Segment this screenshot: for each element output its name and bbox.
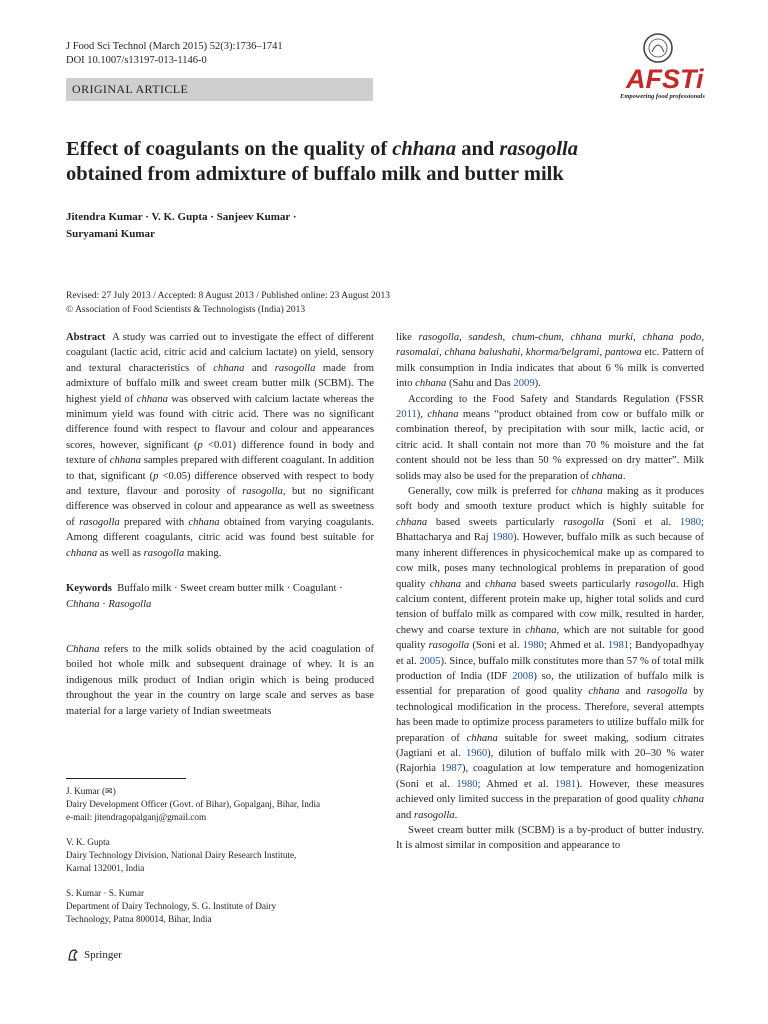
title-part: obtained from admixture of buffalo milk and butter milk — [66, 163, 564, 185]
journal-header — [66, 40, 283, 68]
abstract: Abstract A study was carried out to investigate the effect of different coagulant (lactic acid, citric acid and calcium lactate) on yield, sensory and textural characteristics of chhana and rasogolla made from admixture of buffalo milk and sweet cream butter milk (SCBM). The highest yield of chhana was observed with calcium lactate whereas the minimum yield was found with citric acid. There was no significant difference found with respect to flavour and colour and appearances scores, however, significant (p <0.01) difference found in body and texture of chhana samples prepared with different coagulant. In addition to that, significant (p <0.05) difference observed with respect to body and texture, flavour and porosity of rasogolla, but no significant difference was observed in colour and appearance as well as sweetness of rasogolla prepared with chhana obtained from varying coagulants. Among different coagulants, citric acid was found best suitable for chhana as well as rasogolla making. — [66, 332, 375, 559]
history-dates: Revised: 27 July 2013 / Accepted: 8 August 2013 / Published online: 23 August 2013 — [66, 291, 391, 301]
title-italic: rasogolla — [499, 138, 579, 160]
logo-text: AFSTi — [626, 64, 704, 92]
footnote-author-2: V. K. Gupta Dairy Technology Division, National Dairy Research Institute, Karnal 132001, India — [66, 837, 297, 873]
body-paragraph: Sweet cream butter milk (SCBM) is a by-product of butter industry. It is almost similar in composition and appearance to — [396, 825, 704, 852]
springer-horse-icon — [66, 948, 80, 962]
abstract-heading: Abstract — [66, 332, 106, 343]
title-part: and — [456, 138, 500, 160]
article-title — [66, 137, 706, 187]
right-column — [396, 330, 704, 854]
afsti-logo — [612, 30, 708, 110]
doi: DOI 10.1007/s13197-013-1146-0 — [66, 55, 207, 66]
publication-history — [66, 289, 390, 317]
body-paragraph: Generally, cow milk is preferred for chhana making as it produces soft body and smooth texture product which is highly suitable for chhana based sweets particularly rasogolla (Soni et al. 1980; Bhattacharya and Raj 1980). However, buffalo milk as such because of many inherent differences in physicochemical make up as compared to cow milk, poses many technological problems in preparation of good quality chhana and chhana based sweets particularly rasogolla. High calcium content, different protein make up, higher total solids and curd tension of buffalo milk as compared with cow milk, resulted in harder, chewy and coarse texture in chhana, which are not suitable for good quality rasogolla (Soni et al. 1980; Ahmed et al. 1981; Bandyopadhyay et al. 2005). Since, buffalo milk constitutes more than 57 % of total milk production of India (IDF 2008) so, the utilization of buffalo milk is essential for preparation of good quality chhana and rasogolla by technological modification in the process. Therefore, several attempts has been made to optimize process parameters to utilize buffalo milk for preparation of chhana suitable for sweet making, sodium citrates (Jagtiani et al. 1960), dilution of buffalo milk with 20–30 % water (Rajorhia 1987), coagulation at low temperature and homogenization (Soni et al. 1980; Ahmed et al. 1981). However, these measures achieved only limited success in the preparation of good quality chhana and rasogolla. — [396, 486, 705, 821]
footnote-author-1: J. Kumar (✉) Dairy Development Officer (Govt. of Bihar), Gopalganj, Bihar, India e-mail: jitendragopalganj@gmail.com — [66, 786, 321, 822]
title-italic: chhana — [392, 138, 457, 160]
copyright: © Association of Food Scientists & Technologists (India) 2013 — [66, 305, 306, 315]
keywords-heading: Keywords — [66, 583, 112, 595]
footnote-rule — [66, 778, 186, 779]
title-part: Effect of coagulants on the quality of — [66, 138, 393, 160]
author-list — [66, 209, 297, 243]
keywords: Keywords Buffalo milk · Sweet cream butter milk · Coagulant · Chhana · Rasogolla — [66, 583, 343, 610]
afsti-emblem-icon — [612, 30, 708, 92]
body-paragraph: like rasogolla, sandesh, chum-chum, chhana murki, chhana podo, rasomalai, chhana balushahi, khorma/belgrami, pantowa etc. Pattern of milk consumption in India indicates that about 6 % milk is converted into chhana (Sahu and Das 2009). — [396, 332, 704, 390]
publisher-mark — [66, 948, 122, 962]
article-type-banner — [66, 78, 373, 101]
body-paragraph: According to the Food Safety and Standards Regulation (FSSR 2011), chhana means “product obtained from cow or buffalo milk or combination thereof, by precipitation with sour milk, lactic acid, or citric acid. It shall contain not more than 70 % moisture and the fat content should not be less than 50 % expressed on dry matter”. Milk solids may also be used for the preparation of chhana. — [396, 393, 704, 482]
author-line: Jitendra Kumar · V. K. Gupta · Sanjeev Kumar · — [66, 211, 297, 223]
footnote-author-3: S. Kumar · S. Kumar Department of Dairy Technology, S. G. Institute of Dairy Technology, Patna 800014, Bihar, India — [66, 888, 277, 924]
article-type-label: ORIGINAL ARTICLE — [72, 82, 189, 96]
logo-tagline: Empowering food professionals — [620, 93, 705, 100]
introduction-paragraph: Chhana refers to the milk solids obtained by the acid coagulation of boiled hot whole milk and subsequent drainage of whey. It is an indigenous milk product of Indian origin which is being produced throughout the year in the country on large scale and serves as base material for a large variety of Indian sweetmeats — [66, 643, 374, 717]
left-column — [66, 330, 374, 719]
author-line: Suryamani Kumar — [66, 228, 155, 240]
journal-citation: J Food Sci Technol (March 2015) 52(3):1736–1741 — [66, 41, 283, 52]
publisher-name: Springer — [84, 949, 122, 961]
